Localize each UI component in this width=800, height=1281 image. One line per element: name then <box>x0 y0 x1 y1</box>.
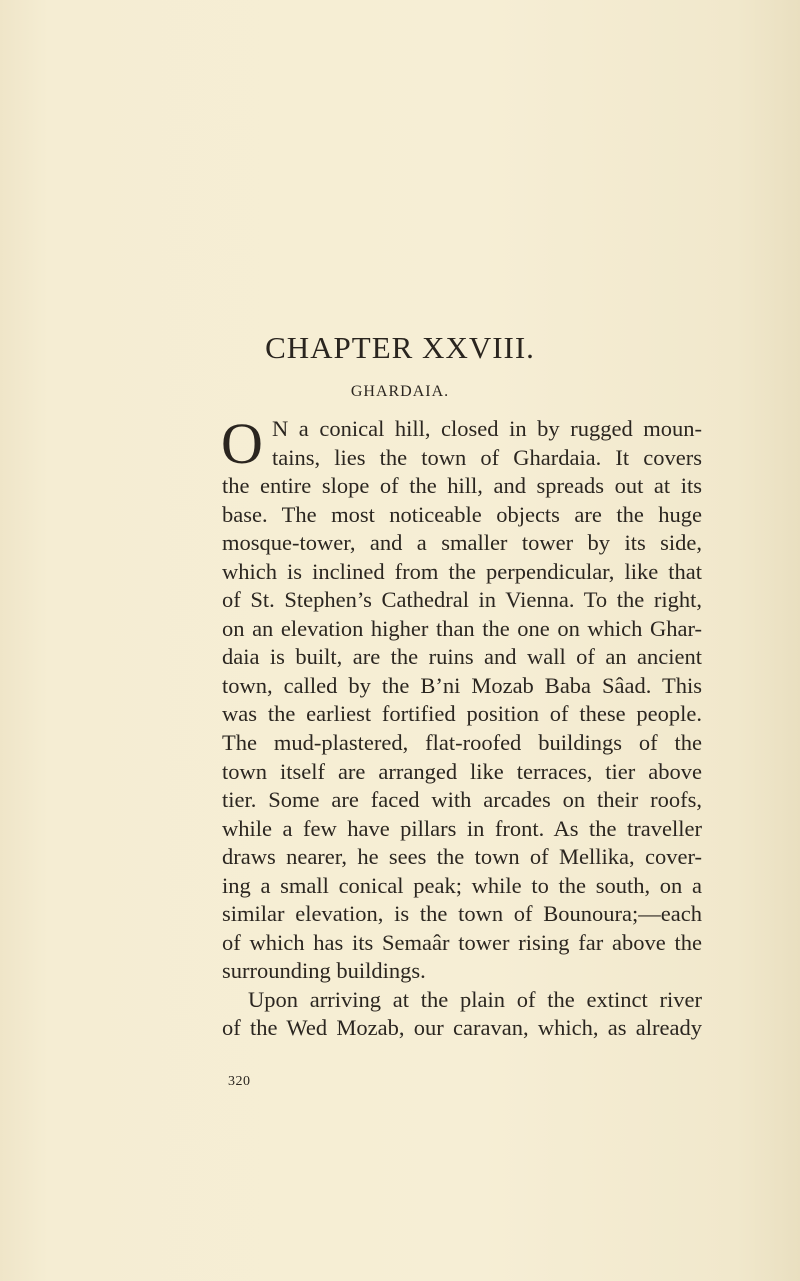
text-line: tier. Some are faced with arcades on their roofs, <box>222 787 702 813</box>
text-line: The mud-plastered, flat-roofed buildings of the <box>222 730 702 756</box>
text-line: which is inclined from the perpendicular, like that <box>222 558 702 584</box>
text-line: Upon arriving at the plain of the extinct river <box>248 986 702 1012</box>
text-line: base. The most noticeable objects are the huge <box>222 501 702 527</box>
text-line: the entire slope of the hill, and spreads out at its <box>222 473 702 499</box>
chapter-subtitle: GHARDAIA. <box>350 383 450 400</box>
text-line: was the earliest fortified position of these people. <box>222 701 702 727</box>
text-line: ing a small conical peak; while to the south, on a <box>222 872 702 898</box>
text-line: town itself are arranged like terraces, tier above <box>222 758 702 784</box>
text-line: tains, lies the town of Ghardaia. It covers <box>272 444 702 470</box>
page-number: 320 <box>228 1074 251 1089</box>
text-line: mosque-tower, and a smaller tower by its side, <box>222 530 702 556</box>
text-line: of the Wed Mozab, our caravan, which, as already <box>222 1015 702 1041</box>
text-line: draws nearer, he sees the town of Mellika, cover- <box>222 844 702 870</box>
text-line: N a conical hill, closed in by rugged moun- <box>272 416 702 441</box>
text-line: surrounding buildings. <box>222 958 426 984</box>
text-line: on an elevation higher than the one on which Ghar- <box>222 615 702 641</box>
drop-cap: O <box>221 411 263 476</box>
chapter-title: CHAPTER XXVIII. <box>265 330 535 365</box>
body-text <box>221 411 702 1043</box>
text-line: of St. Stephen’s Cathedral in Vienna. To the right, <box>222 587 702 613</box>
text-line: similar elevation, is the town of Bounoura;—each <box>222 901 702 927</box>
text-line: of which has its Semaâr tower rising far above the <box>222 929 702 955</box>
text-line: town, called by the B’ni Mozab Baba Sâad. This <box>222 672 702 698</box>
opening-paragraph <box>221 411 702 476</box>
text-line: daia is built, are the ruins and wall of an ancient <box>222 644 702 670</box>
text-line: while a few have pillars in front. As the traveller <box>222 815 702 841</box>
